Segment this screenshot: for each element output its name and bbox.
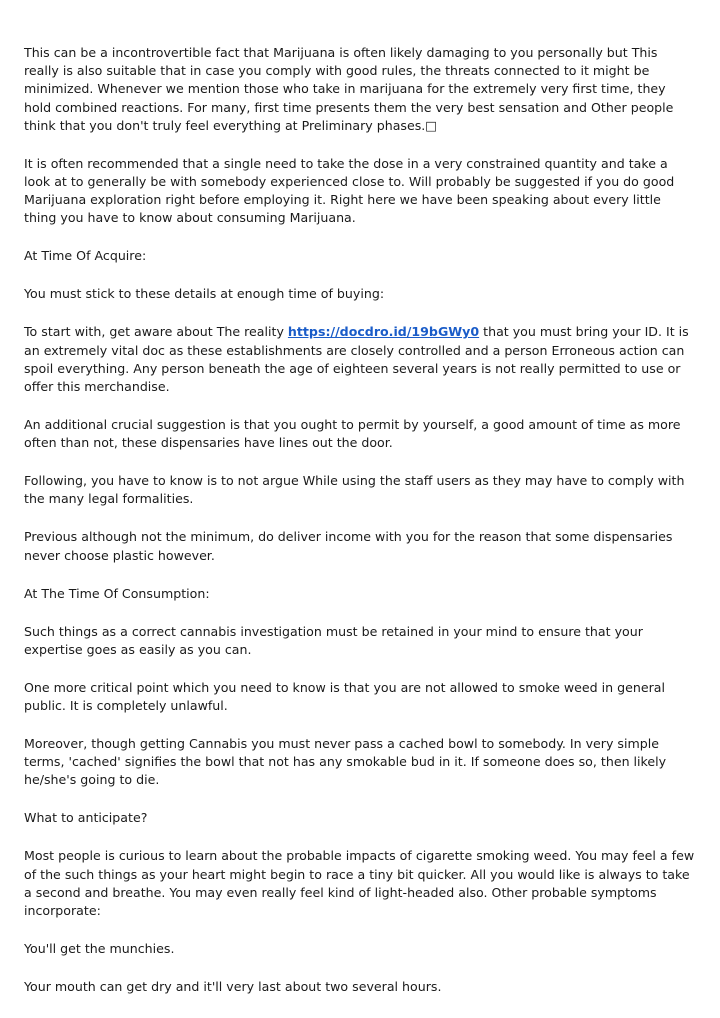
section-heading-acquire: At Time Of Acquire:: [24, 248, 147, 264]
paragraph-impacts: Most people is curious to learn about the probable impacts of cigarette smoking weed. You may feel a few of the such things as your heart might begin to race a tiny bit quicker. All you would like is always to take a second and breathe. You may even really feel kind of light-headed also. Other probable symptoms incorporate:: [24, 848, 695, 919]
section-heading-anticipate: What to anticipate?: [24, 810, 148, 826]
paragraph-id-text-before: To start with, get aware about The reality: [24, 324, 288, 340]
section-heading-consumption: At The Time Of Consumption:: [24, 585, 210, 601]
paragraph-buying-details: You must stick to these details at enough time of buying:: [24, 286, 385, 302]
paragraph-recommendation: It is often recommended that a single need to take the dose in a very constrained quantity and take a look at to generally be with somebody experienced close to. Will probably be suggested if you do good Marijuana exploration right before employing it. Right here we have been speaking about every little thing you have to know about consuming Marijuana.: [24, 155, 675, 226]
docdro-link[interactable]: https://docdro.id/19bGWy0: [287, 324, 480, 340]
paragraph-income: Previous although not the minimum, do deliver income with you for the reason that some dispensaries never choose plastic however.: [24, 529, 673, 563]
paragraph-time-suggestion: An additional crucial suggestion is that you ought to permit by yourself, a good amount of time as more often than not, these dispensaries have lines out the door.: [24, 417, 681, 451]
paragraph-staff: Following, you have to know is to not argue While using the staff users as they may have to comply with the many legal formalities.: [24, 473, 685, 507]
paragraph-id-requirement: [24, 323, 696, 396]
paragraph-id-text-after: that you must bring your ID. It is an extremely vital doc as these establishments are closely controlled and a person Erroneous action can spoil everything. Any person beneath the age of eighteen several years is not really permitted to use or offer this merchandise.: [24, 324, 689, 395]
paragraph-dry-mouth: Your mouth can get dry and it'll very last about two several hours.: [24, 979, 442, 995]
paragraph-intro: This can be a incontrovertible fact that Marijuana is often likely damaging to you personally but This really is also suitable that in case you comply with good rules, the threats connected to it might be minimized. Whenever we mention those who take in marijuana for the extremely very first time, they hold combined reactions. For many, first time presents them the very best sensation and Other people think that you don't truly feel everything at Preliminary phases.□: [24, 45, 674, 133]
paragraph-cached-bowl: Moreover, though getting Cannabis you must never pass a cached bowl to somebody. In very simple terms, 'cached' signifies the bowl that not has any smokable bud in it. If someone does so, then likely he/she's going to die.: [24, 736, 667, 788]
paragraph-public: One more critical point which you need to know is that you are not allowed to smoke weed in general public. It is completely unlawful.: [24, 679, 665, 714]
paragraph-investigation: Such things as a correct cannabis investigation must be retained in your mind to ensure that your expertise goes as easily as you can.: [24, 623, 643, 657]
paragraph-munchies: You'll get the munchies.: [24, 941, 175, 957]
